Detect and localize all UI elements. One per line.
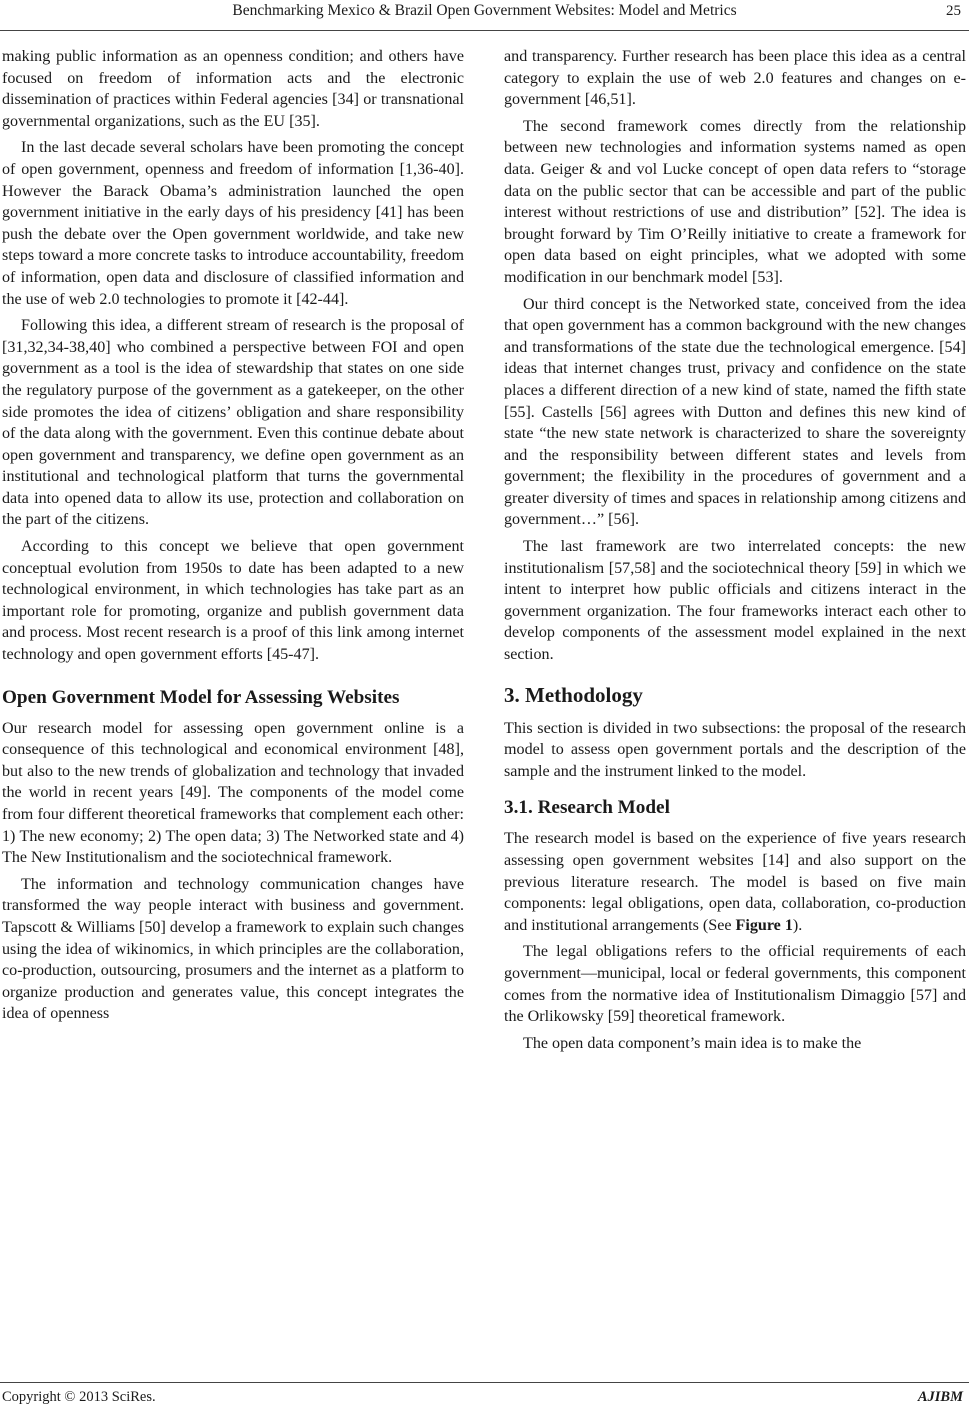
paragraph: In the last decade several scholars have been promoting the concept of open government, openness and freedom of information [1,36-40]. However the Barack Obama’s administration launched the open government initiative in the early days of his presidency [41] has been push the debate over the Open government worldwide, and take new steps toward a more concrete tasks to introduce accountability, freedom of information, open data and disclosure of classified information and the use of web 2.0 technologies to promote it [42-44]. <box>2 139 464 308</box>
paragraph: and transparency. Further research has been place this idea as a central category to explain the use of web 2.0 features and changes on e-government [46,51]. <box>504 48 966 109</box>
page-header <box>0 0 969 30</box>
paragraph-text: The research model is based on the experience of five years research assessing open government websites [14] and also support on the previous literature research. The model is based on five main components: legal obligations, open data, collaboration, co-production and institutional arrangements (See <box>504 830 966 934</box>
paragraph: The legal obligations refers to the official requirements of each government—municipal, local or federal governments, this component comes from the normative idea of Institutionalism Dimaggio [57] and the Orlikowsky [59] theoretical framework. <box>504 943 966 1026</box>
page-number: 25 <box>946 3 961 19</box>
paragraph: The open data component’s main idea is to make the <box>523 1034 862 1052</box>
section-heading-methodology: 3. Methodology <box>504 682 643 707</box>
paragraph: Following this idea, a different stream of research is the proposal of [31,32,34-38,40] who combined a perspective between FOI and open government as a tool is the idea of stewardship that states on one side the regulatory purpose of the government as a gatekeeper, on the other side promotes the idea of citizens’ obligation and share responsibility of the data along with the government. Even this continue debate about open government and transparency, we define open government as an institutional and technological platform that turns the governmental data into opened data to allow its use, protection and collaboration on the part of the citizens. <box>2 317 464 529</box>
subsection-heading: 3.1. Research Model <box>504 797 670 819</box>
paragraph: This section is divided in two subsections: the proposal of the research model to assess open government portals and the description of the sample and the instrument linked to the model. <box>504 719 966 780</box>
paragraph: Our research model for assessing open government online is a consequence of this technological and economical environment [48], but also to the new trends of globalization and technology that invaded the world in recent years [49]. The components of the model come from four different theoretical frameworks that complement each other: 1) The new economy; 2) The open data; 3) The Networked state and 4) The New Institutionalism and the sociotechnical framework. <box>2 719 464 867</box>
left-column <box>2 46 464 1025</box>
paragraph: The last framework are two interrelated concepts: the new institutionalism [57,58] and the sociotechnical theory [59] in which we intent to interpret how public officials and citizens interact in the government organization. The four frameworks interact each other to develop components of the assessment model explained in the next section. <box>504 538 966 664</box>
journal-abbreviation: AJIBM <box>917 1389 963 1405</box>
paragraph: making public information as an openness condition; and others have focused on freedom of information acts and the electronic dissemination of practices within Federal agencies [34] or transnational governmental organizations, such as the EU [35]. <box>2 48 464 130</box>
header-rule <box>0 30 969 31</box>
section-heading: Open Government Model for Assessing Websites <box>2 686 400 708</box>
running-title: Benchmarking Mexico & Brazil Open Government Websites: Model and Metrics <box>232 2 737 19</box>
paragraph-text: ). <box>792 916 803 934</box>
right-column <box>504 46 966 1054</box>
paragraph: The second framework comes directly from the relationship between new technologies and information systems named as open data. Geiger & and vol Lucke concept of open data refers to “storage data on the public sector that can be accessible and part of the public interest without restrictions of use and distribution” [52]. The idea is brought forward by Tim O’Reilly initiative to create a framework for open data based on eight principles, what we adopted with some modification in our benchmark model [53]. <box>504 117 966 286</box>
paragraph <box>504 828 966 936</box>
footer-rule <box>0 1382 969 1383</box>
paragraph: The information and technology communication changes have transformed the way people interact with business and government. Tapscott & Williams [50] develop a framework to explain such changes using the idea of wikinomics, in which principles are the collaboration, co-production, outsourcing, prosumers and the internet as a platform to organize production and generates value, this concept integrates the idea of openness <box>2 875 464 1023</box>
copyright-notice: Copyright © 2013 SciRes. <box>2 1389 156 1405</box>
page-footer <box>0 1382 969 1414</box>
figure-reference[interactable]: Figure 1 <box>735 916 793 934</box>
paragraph: Our third concept is the Networked state, conceived from the idea that open government has a common background with the new changes and transformations of the state due the technological emergence. [54] ideas that internet changes trust, privacy and confidence on the state places a different direction of a new kind of state, named the fifth state [55]. Castells [56] agrees with Dutton and defines this new kind of state “the new state network is characterized to share the sovereignty and the responsibility between different states and levels from government; the flexibility in the procedures of government and a greater diversity of times and spaces in relationship among citizens and government…” [56]. <box>504 295 966 529</box>
paragraph: According to this concept we believe that open government conceptual evolution from 1950s to date has been adapted to a new technological environment, in which technologies has take part as an important role for promoting, organize and publish government data and process. Most recent research is a proof of this link among internet technology and open government efforts [45-47]. <box>2 538 464 664</box>
